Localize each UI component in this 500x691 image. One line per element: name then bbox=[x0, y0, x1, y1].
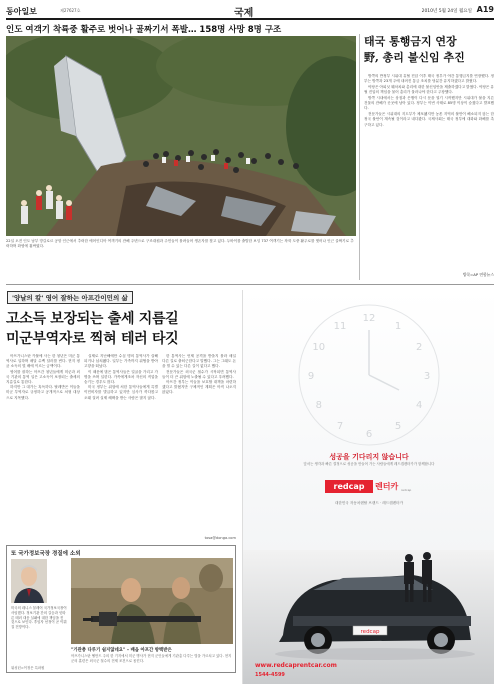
terror-headline-line1: 고소득 보장되는 출세 지름길 bbox=[6, 311, 179, 327]
paper-name: 동아일보 bbox=[6, 7, 37, 16]
article-paragraph: 미국 정부는 위험에 처한 통역사들에게 특별이민비자를 발급하고 있지만 심사가 까다롭고 오래 걸려 실제 혜택을 받는 사람은 많지 않다. bbox=[84, 385, 158, 400]
redcap-logo-korean: 렌터카 bbox=[375, 482, 399, 491]
soldier-illustration bbox=[71, 558, 233, 644]
crash-headline: 인도 여객기 착륙중 활주로 벗어나 골짜기서 폭발… 158명 사망 8명 구조 bbox=[6, 25, 282, 35]
redcap-logo-mark: redcap bbox=[325, 480, 373, 493]
ad-subtext: 앞서는 생각과 빠른 결정으로 성공을 만들어 가는 사람들에게 레드캡렌터카가 함께합니다 bbox=[303, 462, 435, 466]
ad-website-link[interactable]: www.redcaprentcar.com bbox=[255, 662, 337, 669]
thai-paragraph: 방콕 시내에서는 상점과 은행이 다시 문을 열기 시작했지만 시위대가 불을 지른 건물의 잔해가 곳곳에 남아 있다. 정부는 이번 사태로 85명 이상이 숨졌다고 발표했다. bbox=[364, 95, 494, 111]
license-plate: redcap bbox=[360, 629, 380, 635]
clock-number: 6 bbox=[365, 429, 373, 440]
thai-headline-line2: 野, 총리 불신임 추진 bbox=[364, 51, 465, 64]
story-kicker: '양날의 칼' 영어 잘하는 아프간이민의 삶 bbox=[7, 291, 133, 304]
article-paragraph: 하지만 그 대가는 혹독하다. 탈레반은 이들을 미군 부역자로 규정하고 공개적으로 처형 대상으로 지목했다. bbox=[6, 385, 80, 400]
redcap-logo[interactable] bbox=[325, 480, 415, 493]
clock-number: 10 bbox=[312, 342, 326, 353]
sidebar-box-title: 또 국가정보국장 경질에 소외 bbox=[11, 551, 81, 557]
clock-number: 1 bbox=[394, 320, 402, 332]
article-paragraph: 한 통역사는 언제 공격을 받을지 몰라 매일 다른 길로 출퇴근한다고 말했다. 그는 그래도 돈을 벌 수 있는 다른 길이 없다고 했다. bbox=[162, 354, 236, 369]
redcap-logo-small: redcap bbox=[401, 488, 412, 492]
soldier-photo-caption: 아프가니스탄 헬만드 주의 한 기지에서 미군 병사가 현지 군인들에게 기관총 다루는 법을 가르치고 있다. 현지 군의 훈련은 외국군 철수의 전제 조건으로 꼽힌다. bbox=[71, 654, 232, 663]
clock-number: 2 bbox=[416, 342, 423, 353]
clock-number: 7 bbox=[336, 421, 344, 433]
terror-headline-line2: 미군부역자로 찍혀 테러 타깃 bbox=[6, 331, 179, 347]
thai-paragraph: 방콕의 반정부 시위대 유혈 진압 이후 태국 정부가 야간 통행금지를 연장했다. 정부는 방콕과 23개 주에 내려진 통금 조치를 당분간 유지하겠다고 밝혔다. bbox=[364, 74, 494, 84]
issue-number: 제27627호 bbox=[60, 8, 81, 13]
masthead bbox=[6, 4, 494, 20]
redcap-advertisement[interactable] bbox=[242, 290, 494, 684]
issue-date: 2010년 5월 24일 월요일 bbox=[421, 9, 472, 14]
ad-slogan: 성공을 기다리지 않습니다 bbox=[329, 453, 409, 461]
article-paragraph: 이 때문에 많은 통역사들은 얼굴을 가리고 가명을 쓰며 일한다. 가족에게조차 자신의 직업을 숨기는 경우도 많다. bbox=[84, 369, 158, 385]
clock-number: 12 bbox=[362, 313, 376, 324]
sidebar-box-text: 미국의 데니스 블레어 국가정보국장이 사임했다. 정보기관 간의 갈등과 잇따른 테러 대응 실패에 대한 책임을 진 것으로 보인다. 후임자 선정이 곧 이뤄질 전망이다. bbox=[11, 606, 67, 630]
thai-headline bbox=[364, 34, 494, 66]
article-column-3 bbox=[162, 354, 236, 534]
clock-number: 9 bbox=[307, 371, 315, 382]
thai-story-body bbox=[364, 74, 494, 270]
clock-number: 11 bbox=[333, 320, 347, 332]
clock-number: 3 bbox=[423, 371, 431, 382]
section-divider bbox=[6, 284, 494, 285]
column-divider bbox=[359, 34, 360, 280]
thai-paragraph: 전문가들은 시위대의 지도부가 체포됐지만 농촌 지역의 불만이 해소되지 않는 한 정국 불안이 계속될 것이라고 내다봤다. 국제사회는 태국 정부에 대화와 화해를 촉구하고 있다. bbox=[364, 111, 494, 127]
sidebar-box bbox=[6, 545, 236, 673]
thai-byline: 방콕=AP 연합뉴스 bbox=[462, 272, 494, 277]
article-paragraph: 전문가들은 외국군 철수가 시작되면 통역사들이 더 큰 위험에 노출될 수 있다고 우려했다. bbox=[162, 369, 236, 379]
section-title: 국제 bbox=[234, 8, 254, 19]
clock-number: 8 bbox=[315, 400, 322, 411]
ad-phone-number: 1544-4599 bbox=[255, 672, 285, 678]
portrait-photo bbox=[11, 559, 47, 603]
thai-paragraph: 야당은 아피싯 웨차치와 총리에 대한 불신임안을 제출하겠다고 밝혔다. 야당은 유혈 진압의 책임을 물어 총리가 물러나야 한다고 주장했다. bbox=[364, 84, 494, 95]
article-paragraph: 아프가니스탄 카불에 사는 한 청년은 미군 통역사로 일하며 매달 수백 달러를 번다. 현지 평균 소득의 몇 배에 이르는 금액이다. bbox=[6, 354, 80, 369]
article-column-1 bbox=[6, 354, 80, 534]
soldier-photo-title: "기관총 다루기 쉽지않네요" – 배읍 아프간 방백받은 bbox=[71, 648, 172, 653]
soldier-photo bbox=[71, 558, 233, 644]
clock-number: 5 bbox=[394, 421, 402, 433]
clock-number: 4 bbox=[416, 400, 423, 411]
crash-scene-illustration bbox=[6, 36, 356, 236]
page-number: A19 bbox=[476, 5, 494, 14]
crash-photo-caption: 22일 오전 인도 남부 망갈로르 공항 인근에서 추락한 에어인디아 여객기의 잔해 주변으로 구조대원과 주민들이 몰려들어 생존자를 찾고 있다. 두바이를 출발한 보잉 737 여객기는 착륙 도중 활주로를 벗어나 인근 골짜기로 추락하며 화염에 휩싸였다. bbox=[6, 239, 354, 248]
terror-headline bbox=[6, 309, 236, 349]
thai-headline-line1: 태국 통행금지 연장 bbox=[364, 35, 457, 48]
sidebar-box-credit: 워싱턴=이정은 특파원 bbox=[11, 666, 45, 670]
portrait-illustration bbox=[11, 559, 47, 603]
article-paragraph: 영어를 잘하는 아프간 청년들에게 미군과 외국 기관의 통역 일은 고소득이 보장되는 출세의 지름길로 통한다. bbox=[6, 369, 80, 385]
crash-photo bbox=[6, 36, 356, 236]
reporter-email[interactable]: tosa@donga.com bbox=[204, 536, 236, 540]
article-paragraph: 아프간 정부는 이들을 보호할 대책을 마련하겠다고 밝혔지만 구체적인 계획은 아직 나오지 않았다. bbox=[162, 380, 236, 395]
article-paragraph: 실제로 지난해에만 수십 명의 통역사가 살해되거나 납치됐다. 일부는 가족까지 위협을 받아 고향을 떠났다. bbox=[84, 354, 158, 369]
article-column-2 bbox=[84, 354, 158, 534]
ad-tagline: 대한민국 자동차렌탈 브랜드 · 레드캡렌터카 bbox=[334, 501, 404, 505]
